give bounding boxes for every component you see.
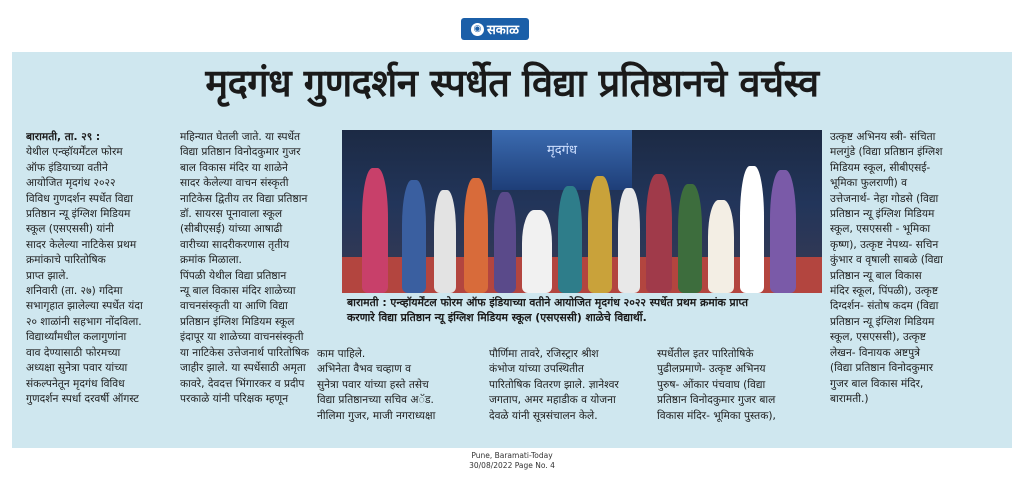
person-figure — [678, 184, 702, 293]
news-photo — [342, 130, 822, 293]
article-column-1 — [26, 130, 174, 442]
column-1-text: येथील एन्व्हॉयर्मेंटल फोरम ऑफ इंडियाच्या वतीने आयोजित मृदगंध २०२२ विविध गुणदर्शन स्पर्धेत विद्या प्रतिष्ठान न्यू इंग्लिश मिडियम स्कूल (एसएससी) यांनी सादर केलेल्या नाटिकेस प्रथम क्रमांकाचे पारितोषिक प्राप्त झाले. शनिवारी (ता. २७) गदिमा सभागृहात झालेल्या स्पर्धेत यंदा २० शाळांनी सहभाग नोंदविला. विद्यार्थ्यांमधील कलागुणांना वाव देण्यासाठी फोरमच्या अध्यक्षा सुनेत्रा पवार यांच्या संकल्पनेतून मृदगंध विविध गुणदर्शन स्पर्धा दरवर्षी ऑगस्ट — [26, 146, 143, 405]
article-column-3: काम पाहिले. अभिनेता वैभव चव्हाण व सुनेत्रा पवार यांच्या हस्ते तसेच विद्या प्रतिष्ठानच्या सचिव अॅड. नीलिमा गुजर, माजी नगराध्यक्षा — [317, 348, 436, 422]
person-figure — [464, 178, 488, 293]
article-column-4: पौर्णिमा तावरे, रजिस्ट्रार श्रीश कंभोज यांच्या उपस्थितीत पारितोषिक वितरण झाले. ज्ञानेश्वर जगताप, अमर महाडीक व योजना देवळे यांनी सूत्रसंचालन केले. — [489, 348, 619, 422]
headline: मृदगंध गुणदर्शन स्पर्धेत विद्या प्रतिष्ठानचे वर्चस्व — [205, 61, 819, 105]
person-figure — [588, 176, 612, 293]
person-figure — [646, 174, 672, 293]
person-figure — [770, 170, 796, 293]
person-figure — [708, 200, 734, 293]
article-column-6: उत्कृष्ट अभिनय स्त्री- संचिता मलगुंडे (विद्या प्रतिष्ठान इंग्लिश मिडियम स्कूल, सीबीएसई- भूमिका फुलराणी) व उत्तेजनार्थ- नेहा गोडसे (विद्या प्रतिष्ठान न्यू इंग्लिश मिडियम स्कूल, एसएससी - भूमिका कृष्ण), उत्कृष्ट नेपथ्य- सचिन कुंभार व वृषाली साबळे (विद्या प्रतिष्ठान न्यू बाल विकास मंदिर स्कूल, पिंपळी), उत्कृष्ट दिग्दर्शन- संतोष कदम (विद्या प्रतिष्ठान न्यू इंग्लिश मिडियम स्कूल, एसएससी), उत्कृष्ट लेखन- विनायक अष्टपुत्रे (विद्या प्रतिष्ठान विनोदकुमार गुजर बाल विकास मंदिर, बारामती.) — [830, 131, 943, 405]
article-column-5: स्पर्धेतील इतर पारितोषिके पुढीलप्रमाणे- उत्कृष्ट अभिनय पुरुष- ओंकार पंचवाघ (विद्या प्रतिष्ठान विनोदकुमार गुजर बाल विकास मंदिर- भूमिका पुस्तक), — [657, 348, 776, 422]
person-figure — [362, 168, 388, 293]
sakal-logo — [461, 18, 529, 40]
person-figure — [558, 186, 582, 293]
article-column-2: महिन्यात घेतली जाते. या स्पर्धेत विद्या प्रतिष्ठान विनोदकुमार गुजर बाल विकास मंदिर या शाळेने सादर केलेल्या वाचन संस्कृती नाटिकेस द्वितीय तर विद्या प्रतिष्ठान डॉ. सायरस पूनावाला स्कूल (सीबीएसई) यांच्या आषाढी वारीच्या सादरीकरणास तृतीय क्रमांक मिळाला. पिंपळी येथील विद्या प्रतिष्ठान न्यू बाल विकास मंदिर शाळेच्या वाचनसंस्कृती या आणि विद्या प्रतिष्ठान इंग्लिश मिडियम स्कूल इंदापूर या शाळेच्या वाचनसंस्कृती या नाटिकेस उत्तेजनार्थ पारितोषिक जाहीर झाले. या स्पर्धेसाठी अमृता कावरे, देवदत्त भिंगारकर व प्रदीप परकाळे यांनी परिक्षक म्हणून — [180, 131, 309, 405]
source-info: Pune, Baramati-Today 30/08/2022 Page No. 4 — [469, 451, 555, 470]
person-figure — [494, 192, 516, 293]
photo-caption: बारामती : एन्व्हॉयर्मेंटल फोरम ऑफ इंडियाच्या वतीने आयोजित मृदगंध २०२२ स्पर्धेत प्रथम क्रमांक प्राप्त करणारे विद्या प्रतिष्ठान न्यू इंग्लिश मिडियम स्कूल (एसएससी) शाळेचे विद्यार्थी. — [347, 296, 748, 324]
person-figure — [434, 190, 456, 293]
person-figure — [618, 188, 640, 293]
logo-text: सकाळ — [486, 23, 520, 38]
stage-banner: मृदगंध — [492, 130, 632, 190]
person-figure — [402, 180, 426, 293]
dateline: बारामती, ता. २९ : — [26, 131, 101, 143]
person-figure — [740, 166, 764, 293]
news-clipping — [12, 52, 1012, 448]
person-figure — [522, 210, 552, 293]
sakal-logo-icon: ◉ — [471, 23, 484, 36]
